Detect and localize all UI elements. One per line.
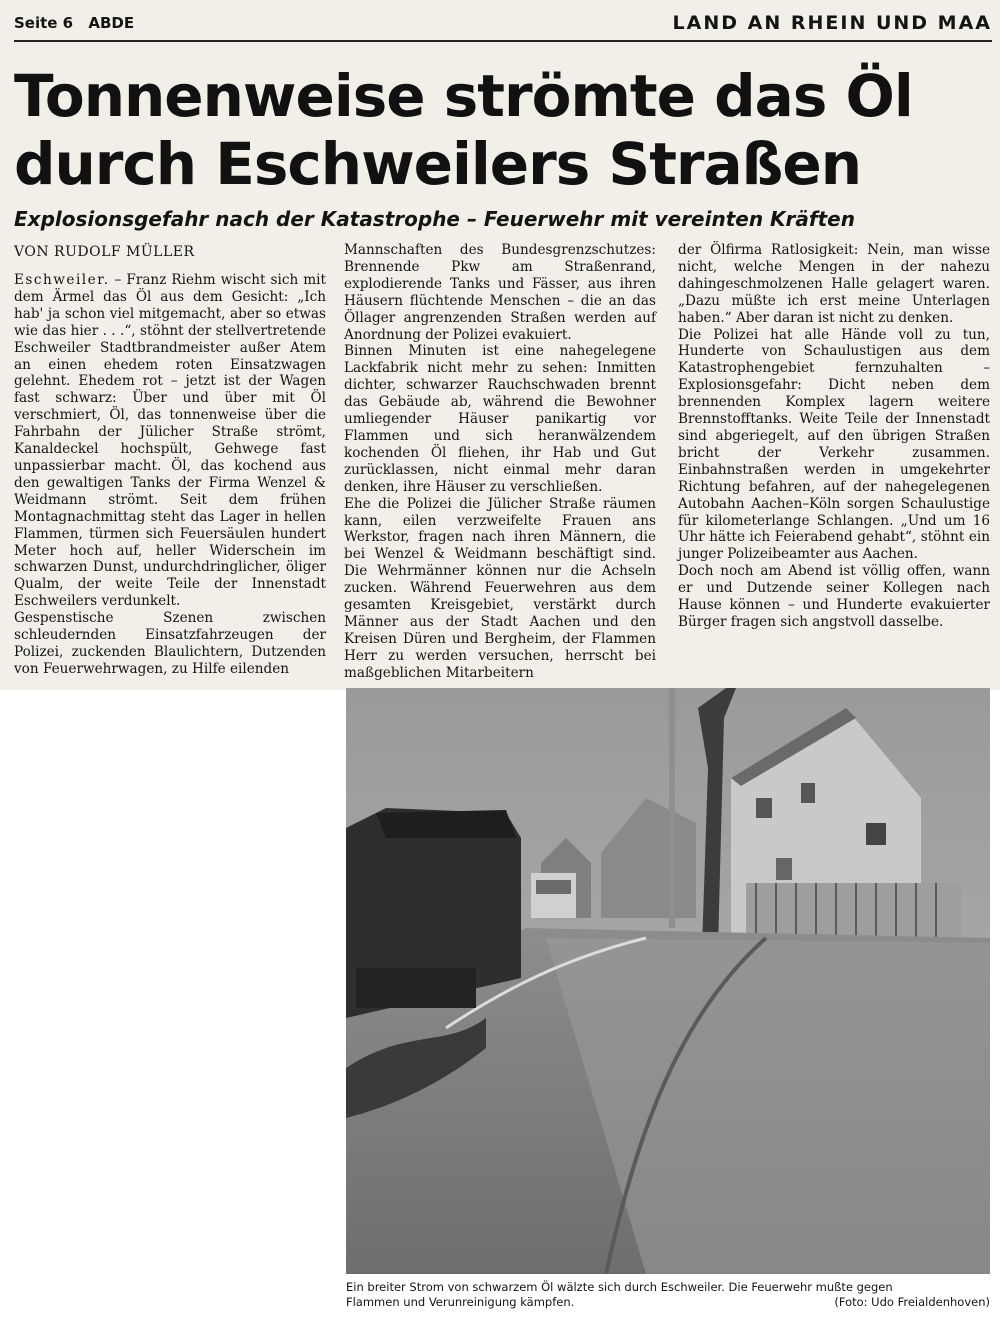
- photo-credit: (Foto: Udo Freialdenhoven): [834, 1295, 990, 1309]
- caption-line-2: Flammen und Verunreinigung kämpfen.: [346, 1295, 575, 1309]
- paragraph: Ehe die Polizei die Jülicher Straße räumen kann, eilen verzweifelte Frauen ans Werkstor, fragen nach ihren Männern, die bei Wenzel & Weidmann beschäftigt sind. Die Wehrmänner können nur die Achseln zucken. Während Feuerwehren aus dem gesamten Kreisgebiet, verstärkt durch Männer aus der Stadt Aachen und den Kreisen Düren und Bergheim, der Flammen Herr zu werden versuchen, herrscht bei maßgeblichen Mitarbeitern: [344, 495, 656, 681]
- subheadline: Explosionsgefahr nach der Katastrophe – Feuerwehr mit vereinten Kräften: [14, 207, 855, 231]
- paragraph: Die Polizei hat alle Hände voll zu tun, Hunderte von Schaulustigen aus dem Katastrophengebiet fernzuhalten – Explosionsgefahr: Dicht neben dem brennenden Komplex lagern weitere Brennstofftanks. Weite Teile der Innenstadt sind abgeriegelt, auf den übrigen Straßen bricht der Verkehr zusammen. Einbahnstraßen werden in umgekehrter Richtung befahren, auf der nahegelegenen Autobahn Aachen–Köln sorgen Schaulustige für kilometerlange Schlangen. „Und um 16 Uhr hätte ich Feierabend gehabt“, stöhnt ein junger Polizeibeamter aus Aachen.: [678, 326, 990, 563]
- paragraph: Mannschaften des Bundesgrenzschutzes: Brennende Pkw am Straßenrand, explodierende Tanks und Fässer, aus ihren Häusern flüchtende Menschen – die an das Öllager angrenzenden Straßen werden auf Anordnung der Polizei evakuiert.: [344, 242, 656, 343]
- dateline: Eschweiler.: [14, 272, 110, 288]
- section-title: LAND AN RHEIN UND MAA: [672, 12, 992, 34]
- page-header: [14, 10, 992, 42]
- street-scene-illustration: [346, 688, 990, 1274]
- headline: [14, 62, 994, 198]
- header-left: [14, 14, 144, 32]
- article-column-3: [678, 242, 990, 631]
- headline-line-1: Tonnenweise strömte das Öl: [14, 62, 913, 130]
- paragraph: Doch noch am Abend ist völlig offen, wann er und Dutzende seiner Kollegen nach Hause können – und Hunderte evakuierter Bürger fragen sich angstvoll dasselbe.: [678, 563, 990, 630]
- headline-line-2: durch Eschweilers Straßen: [14, 130, 862, 198]
- article-column-2: [344, 242, 656, 682]
- photo-caption: [346, 1280, 990, 1310]
- article-column-1: [14, 272, 326, 678]
- paragraph: der Ölfirma Ratlosigkeit: Nein, man wisse nicht, welche Mengen in der nahezu dahingeschmolzenen Halle gelagert waren. „Dazu müßte ich erst meine Unterlagen haben.“ Aber daran ist nicht zu denken.: [678, 242, 990, 326]
- page-number: Seite 6: [14, 14, 74, 32]
- edition-code: ABDE: [88, 14, 135, 32]
- byline: VON RUDOLF MÜLLER: [14, 244, 195, 260]
- paragraph: [14, 272, 326, 610]
- caption-line-1: Ein breiter Strom von schwarzem Öl wälzte sich durch Eschweiler. Die Feuerwehr mußte gegen: [346, 1280, 893, 1294]
- paragraph: Gespenstische Szenen zwischen schleudernden Einsatzfahrzeugen der Polizei, zuckenden Blaulichtern, Dutzenden von Feuerwehrwagen, zu Hilfe eilenden: [14, 610, 326, 677]
- paragraph: Binnen Minuten ist eine nahegelegene Lackfabrik nicht mehr zu sehen: Inmitten dichter, schwarzer Rauchschwaden brennt das Gebäude ab, während die Bewohner umliegender Häuser panikartig vor Flammen und sich heranwälzendem kochenden Öl fliehen, ihr Hab und Gut zurücklassen, nicht einmal mehr daran denken, ihre Häuser zu verschließen.: [344, 343, 656, 495]
- paragraph-text: – Franz Riehm wischt sich mit dem Ärmel das Öl aus dem Gesicht: „Ich hab' ja schon viel mitgemacht, aber so etwas wie das hier . . .“, stöhnt der stellvertretende Eschweiler Stadtbrandmeister außer Atem an einen ehedem roten Einsatzwagen gelehnt. Ehedem rot – jetzt ist der Wagen fast schwarz: Über und über mit Öl verschmiert, Öl, das tonnenweise über die Fahrbahn der Jülicher Straße strömt, Kanaldeckel hochspült, Gehwege fast unpassierbar macht. Öl, das kochend aus den gewaltigen Tanks der Firma Wenzel & Weidmann strömt. Seit dem frühen Montagnachmittag steht das Lager in hellen Flammen, türmen sich Feuersäulen hundert Meter hoch auf, heller Widerschein im schwarzen Dunst, undurchdringlicher, öliger Qualm, der weite Teile der Innenstadt Eschweilers verdunkelt.: [14, 272, 326, 610]
- news-photo: [346, 688, 990, 1274]
